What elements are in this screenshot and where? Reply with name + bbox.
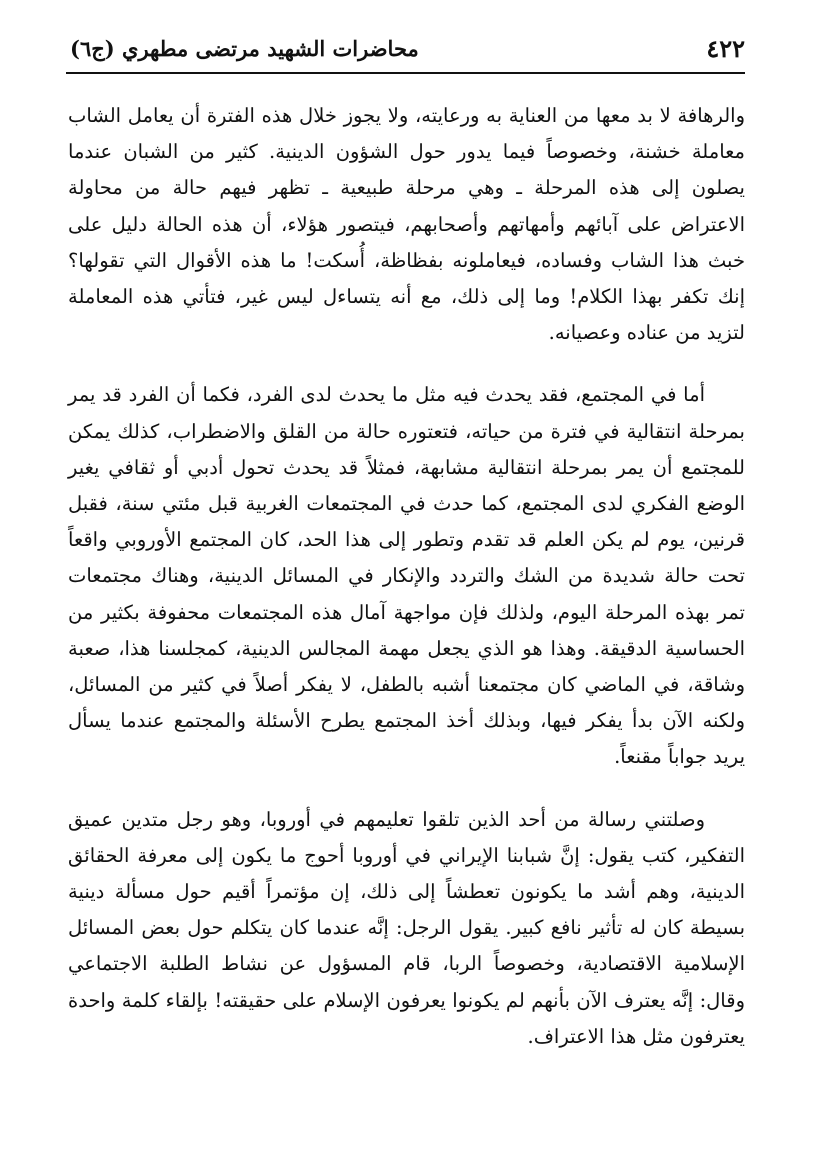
running-title: محاضرات الشهيد مرتضى مطهري (ج٦) (70, 35, 419, 61)
paragraph-spacer (68, 776, 745, 802)
page-header (70, 28, 745, 68)
paragraph-1: والرهافة لا بد معها من العناية به ورعايته، ولا يجوز خلال هذه الفترة أن يعامل الشاب معاملة خشنة، وخصوصاً فيما يدور حول الشؤون الدينية. كثير من الشبان عندما يصلون إلى هذه المرحلة ـ وهي مرحلة طبيعية ـ تظهر فيهم حالة من محاولة الاعتراض على آبائهم وأمهاتهم وأصحابهم، فيتصور هؤلاء، أن هذه الحالة دليل على خبث هذا الشاب وفساده، فيعاملونه بفظاظة، أُسكت! ما هذه الأقوال التي تقولها؟ إنك تكفر بهذا الكلام! وما إلى ذلك، مع أنه يتساءل ليس غير، فتأتي هذه المعاملة لتزيد من عناده وعصيانه. (68, 104, 745, 345)
paragraph-3: وصلتني رسالة من أحد الذين تلقوا تعليمهم في أوروبا، وهو رجل متدين عميق التفكير، كتب يقول: إنَّ شبابنا الإيراني في أوروبا أحوج ما يكون إلى معرفة الحقائق الدينية، وهم أشد ما يكونون تعطشاً إلى ذلك، إن مؤتمراً أقيم حول مسألة دينية بسيطة كان له تأثير نافع كبير. يقول الرجل: إنَّه عندما كان يتكلم حول بعض المسائل الإسلامية الاقتصادية، وخصوصاً الربا، قام المسؤول عن نشاط الطلبة الاجتماعي وقال: إنَّه يعترف الآن بأنهم لم يكونوا يعرفون الإسلام على حقيقته! بإلقاء كلمة واحدة يعترفون مثل هذا الاعتراف. (68, 807, 745, 1048)
body-text (68, 98, 745, 1055)
page-number: ٤٢٢ (706, 33, 745, 63)
header-divider (66, 72, 745, 74)
paragraph-2: أما في المجتمع، فقد يحدث فيه مثل ما يحدث لدى الفرد، فكما أن الفرد قد يمر بمرحلة انتقالية في فترة من حياته، فتعتوره حالة من القلق والاضطراب، كذلك يمكن للمجتمع أن يمر بمرحلة انتقالية مشابهة، فمثلاً قد يحدث تحول أدبي أو ثقافي يغير الوضع الفكري لدى المجتمع، كما حدث في المجتمعات الغربية قبل مئتي سنة، فقبل قرنين، يوم لم يكن العلم قد تقدم وتطور إلى هذا الحد، كان المجتمع الأوروبي واقعاً تحت حالة شديدة من الشك والتردد والإنكار في المسائل الدينية، وهناك مجتمعات تمر بهذه المرحلة اليوم، ولذلك فإن مواجهة آمال هذه المجتمعات محفوفة بكثير من الحساسية الدقيقة. وهذا هو الذي يجعل مهمة المجالس الدينية، كمجلسنا هذا، صعبة وشاقة، في الماضي كان مجتمعنا أشبه بالطفل، لا يفكر أصلاً في كثير من المسائل، ولكنه الآن بدأ يفكر فيها، وبذلك أخذ المجتمع يطرح الأسئلة والمجتمع عندما يسأل يريد جواباً مقنعاً. (68, 383, 745, 769)
paragraph-spacer (68, 351, 745, 377)
